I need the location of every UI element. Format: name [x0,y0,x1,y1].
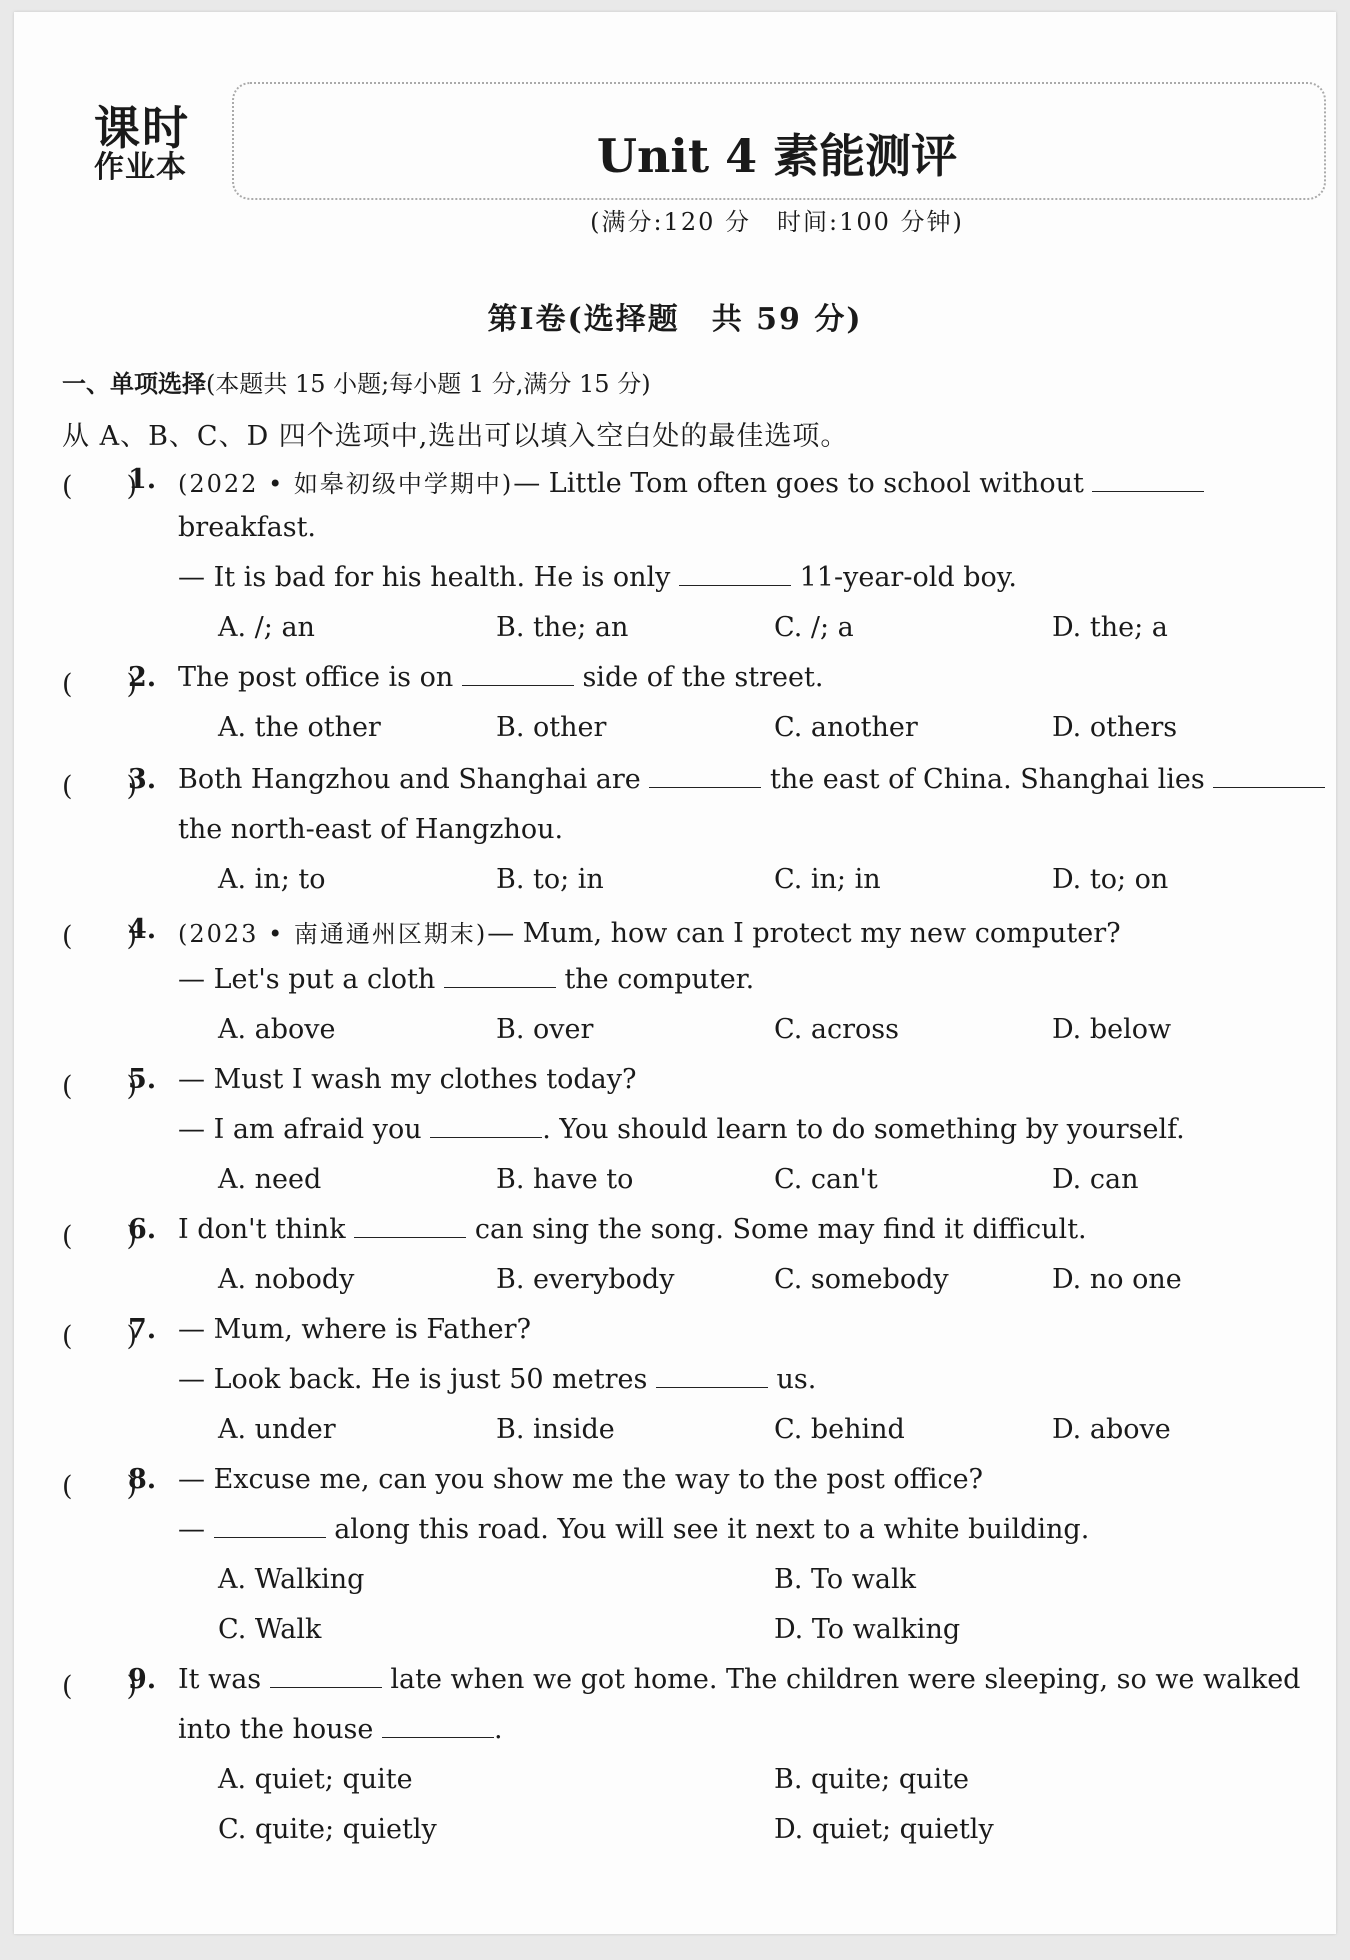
option-d[interactable]: D. To walking [774,1614,961,1645]
question-line: the north-east of Hangzhou. [178,814,564,845]
question-line: — Let's put a cloth the computer. [178,964,755,995]
question-source: (2022 • 如皋初级中学期中) [178,470,514,498]
answer-bracket[interactable]: ( ) [62,1221,138,1252]
option-b[interactable]: B. inside [496,1414,615,1445]
option-a[interactable]: A. need [218,1164,322,1195]
option-c[interactable]: C. across [774,1014,899,1045]
option-a[interactable]: A. above [218,1014,336,1045]
logo-line-1: 课时 [94,101,190,155]
answer-blank [214,1517,326,1538]
option-c[interactable]: C. Walk [218,1614,322,1645]
worksheet-page [14,12,1336,1934]
answer-blank [382,1717,494,1738]
question-line: — along this road. You will see it next to a white building. [178,1514,1090,1545]
option-a[interactable]: A. the other [218,712,381,743]
answer-blank [679,565,791,586]
question-stem: (2023 • 南通通州区期末)— Mum, how can I protect my new computer? [178,918,1121,949]
option-d[interactable]: D. quiet; quietly [774,1814,994,1845]
answer-bracket[interactable]: ( ) [62,1321,138,1352]
answer-bracket[interactable]: ( ) [62,1671,138,1702]
option-a[interactable]: A. /; an [218,612,315,643]
question-line: breakfast. [178,512,317,543]
answer-bracket[interactable]: ( ) [62,921,138,952]
page-title: Unit 4 素能测评 [596,129,958,183]
option-d[interactable]: D. others [1052,712,1178,743]
option-c[interactable]: C. can't [774,1164,878,1195]
question-source: (2023 • 南通通州区期末) [178,920,488,948]
question-line: — I am afraid you . You should learn to do something by yourself. [178,1114,1185,1145]
question-number: 8. [128,1464,157,1495]
option-d[interactable]: D. to; on [1052,864,1169,895]
question-number: 9. [128,1664,157,1695]
section-note: (本题共 15 小题;每小题 1 分,满分 15 分) [206,370,651,398]
answer-bracket[interactable]: ( ) [62,771,138,802]
answer-blank [462,665,574,686]
question-stem: (2022 • 如皋初级中学期中)— Little Tom often goes to school without [178,464,1204,499]
option-c[interactable]: C. /; a [774,612,854,643]
question-number: 5. [128,1064,157,1095]
option-b[interactable]: B. over [496,1014,594,1045]
option-d[interactable]: D. can [1052,1164,1139,1195]
answer-blank [1092,471,1204,492]
question-number: 2. [128,662,157,693]
option-c[interactable]: C. quite; quietly [218,1814,437,1845]
publisher-logo [94,101,214,186]
answer-bracket[interactable]: ( ) [62,1071,138,1102]
answer-blank [354,1217,466,1238]
question-stem: The post office is on side of the street. [178,662,824,693]
option-c[interactable]: C. another [774,712,918,743]
option-b[interactable]: B. quite; quite [774,1764,969,1795]
option-a[interactable]: A. under [218,1414,336,1445]
option-b[interactable]: B. To walk [774,1564,916,1595]
question-number: 1. [128,464,157,495]
option-b[interactable]: B. the; an [496,612,629,643]
question-stem: I don't think can sing the song. Some may find it difficult. [178,1214,1087,1245]
answer-bracket[interactable]: ( ) [62,1471,138,1502]
question-stem: — Mum, where is Father? [178,1314,532,1345]
option-b[interactable]: B. to; in [496,864,604,895]
answer-bracket[interactable]: ( ) [62,471,138,502]
option-d[interactable]: D. no one [1052,1264,1182,1295]
question-line: into the house . [178,1714,503,1745]
question-stem: — Excuse me, can you show me the way to the post office? [178,1464,984,1495]
section-heading: 一、单项选择 [62,370,206,398]
question-stem: It was late when we got home. The children were sleeping, so we walked [178,1664,1301,1695]
answer-bracket[interactable]: ( ) [62,669,138,700]
part-title: 第Ⅰ卷(选择题 共 59 分) [487,302,863,337]
question-number: 7. [128,1314,157,1345]
option-c[interactable]: C. somebody [774,1264,949,1295]
option-b[interactable]: B. have to [496,1164,634,1195]
question-number: 4. [128,914,157,945]
answer-blank [1213,767,1325,788]
answer-blank [656,1367,768,1388]
question-number: 6. [128,1214,157,1245]
option-a[interactable]: A. quiet; quite [218,1764,413,1795]
option-d[interactable]: D. below [1052,1014,1172,1045]
answer-blank [430,1117,542,1138]
option-c[interactable]: C. in; in [774,864,881,895]
option-d[interactable]: D. the; a [1052,612,1168,643]
answer-blank [270,1667,382,1688]
option-b[interactable]: B. everybody [496,1264,675,1295]
question-line: — It is bad for his health. He is only 11-year-old boy. [178,562,1017,593]
option-a[interactable]: A. in; to [218,864,326,895]
section-title [62,364,651,399]
answer-blank [444,967,556,988]
question-line: — Look back. He is just 50 metres us. [178,1364,817,1395]
question-stem: — Must I wash my clothes today? [178,1064,637,1095]
question-number: 3. [128,764,157,795]
section-instruction: 从 A、B、C、D 四个选项中,选出可以填入空白处的最佳选项。 [62,421,849,452]
logo-line-2: 作业本 [94,150,187,186]
question-stem: Both Hangzhou and Shanghai are the east of China. Shanghai lies [178,764,1325,795]
option-c[interactable]: C. behind [774,1414,905,1445]
option-b[interactable]: B. other [496,712,607,743]
score-time-info: (满分:120 分 时间:100 分钟) [590,208,964,236]
option-d[interactable]: D. above [1052,1414,1171,1445]
answer-blank [649,767,761,788]
option-a[interactable]: A. nobody [218,1264,355,1295]
option-a[interactable]: A. Walking [218,1564,365,1595]
